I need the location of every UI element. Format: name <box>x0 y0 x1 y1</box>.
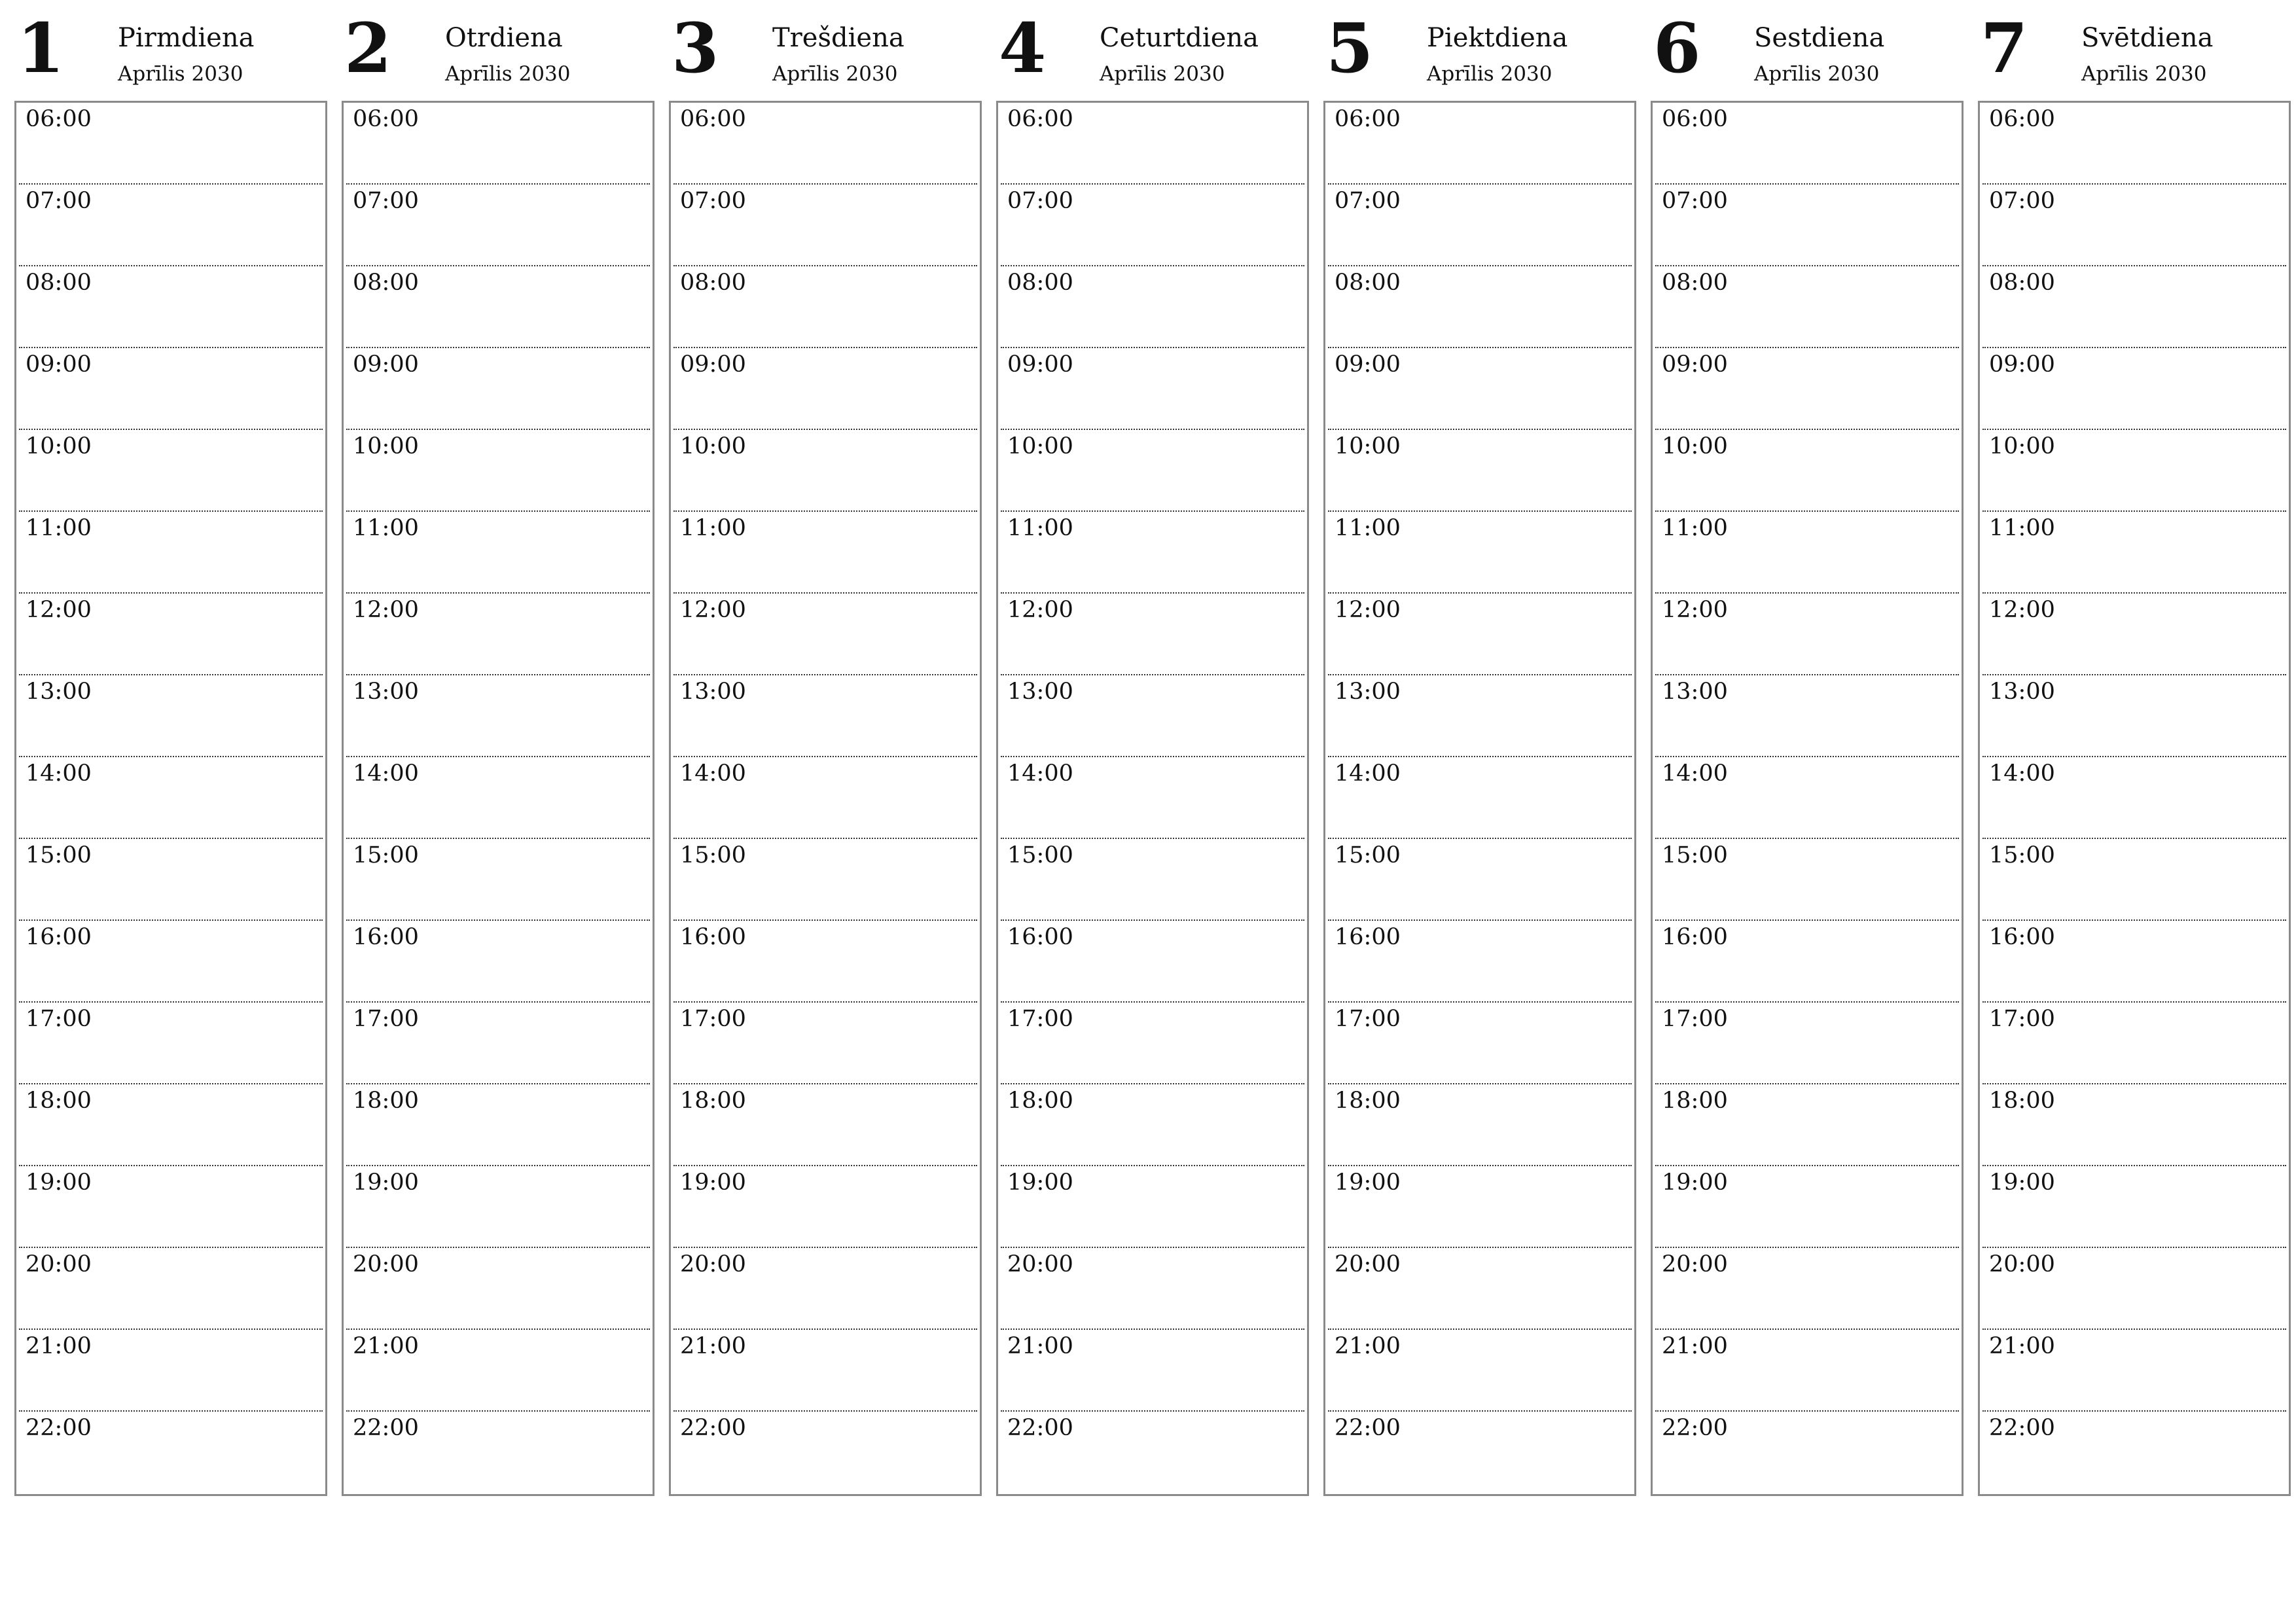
hour-slot[interactable] <box>346 266 650 348</box>
hour-label: 13:00 <box>26 679 92 705</box>
day-number: 2 <box>344 8 392 88</box>
day-column <box>669 0 982 1499</box>
hour-slot[interactable] <box>1982 1248 2286 1330</box>
day-header <box>14 0 327 101</box>
hour-slot[interactable] <box>346 757 650 839</box>
day-number: 6 <box>1653 8 1701 88</box>
hour-slot[interactable] <box>1001 348 1304 430</box>
hour-slot[interactable] <box>1655 185 1959 266</box>
hour-label: 20:00 <box>1007 1251 1073 1277</box>
hour-slot[interactable] <box>673 675 977 757</box>
day-month-year: Aprīlis 2030 <box>1100 62 1225 86</box>
day-schedule-box <box>342 101 655 1496</box>
hour-label: 10:00 <box>1007 433 1073 459</box>
hour-slot[interactable] <box>1982 1003 2286 1084</box>
day-month-year: Aprīlis 2030 <box>1427 62 1552 86</box>
hour-slot[interactable] <box>673 1330 977 1412</box>
hour-slot[interactable] <box>346 1084 650 1166</box>
hour-label: 08:00 <box>353 270 419 296</box>
hour-slot[interactable] <box>1982 757 2286 839</box>
hour-label: 16:00 <box>1662 924 1728 950</box>
hour-label: 20:00 <box>680 1251 746 1277</box>
hour-label: 06:00 <box>1007 106 1073 132</box>
hour-label: 11:00 <box>1335 515 1401 541</box>
hour-label: 07:00 <box>680 188 746 214</box>
hour-label: 14:00 <box>26 760 92 787</box>
hour-slot[interactable] <box>1982 675 2286 757</box>
hour-label: 19:00 <box>1989 1169 2055 1196</box>
hour-slot[interactable] <box>19 757 323 839</box>
day-schedule-box <box>996 101 1309 1496</box>
hour-slot[interactable] <box>19 348 323 430</box>
hour-slot[interactable] <box>19 921 323 1003</box>
hour-slot[interactable] <box>1328 430 1632 512</box>
hour-slot[interactable] <box>673 1166 977 1248</box>
day-column <box>996 0 1309 1499</box>
hour-slot[interactable] <box>19 430 323 512</box>
hour-label: 11:00 <box>26 515 92 541</box>
hour-slot[interactable] <box>19 1412 323 1493</box>
hour-label: 18:00 <box>1662 1088 1728 1114</box>
hour-label: 20:00 <box>1989 1251 2055 1277</box>
hour-slot[interactable] <box>1982 430 2286 512</box>
hour-label: 14:00 <box>1662 760 1728 787</box>
hour-slot[interactable] <box>1001 1003 1304 1084</box>
day-schedule-box <box>14 101 327 1496</box>
hour-label: 17:00 <box>1662 1006 1728 1032</box>
hour-label: 09:00 <box>1007 351 1073 378</box>
hour-slot[interactable] <box>346 430 650 512</box>
hour-slot[interactable] <box>1982 839 2286 921</box>
hour-slot[interactable] <box>1982 512 2286 594</box>
hour-label: 11:00 <box>1989 515 2055 541</box>
hour-label: 19:00 <box>1335 1169 1401 1196</box>
hour-label: 19:00 <box>26 1169 92 1196</box>
day-name: Ceturtdiena <box>1100 23 1259 53</box>
day-name: Pirmdiena <box>118 23 255 53</box>
hour-slot[interactable] <box>1001 1330 1304 1412</box>
hour-slot[interactable] <box>1655 1330 1959 1412</box>
hour-slot[interactable] <box>1982 1412 2286 1493</box>
day-schedule-box <box>1323 101 1636 1496</box>
hour-slot[interactable] <box>1982 1084 2286 1166</box>
hour-label: 22:00 <box>353 1415 419 1441</box>
hour-label: 21:00 <box>1989 1333 2055 1359</box>
hour-slot[interactable] <box>1001 1166 1304 1248</box>
hour-label: 18:00 <box>1007 1088 1073 1114</box>
hour-slot[interactable] <box>346 594 650 675</box>
hour-slot[interactable] <box>673 103 977 185</box>
day-header <box>996 0 1309 101</box>
hour-label: 22:00 <box>1335 1415 1401 1441</box>
hour-label: 21:00 <box>1662 1333 1728 1359</box>
hour-label: 09:00 <box>353 351 419 378</box>
hour-slot[interactable] <box>19 675 323 757</box>
hour-label: 12:00 <box>680 597 746 623</box>
hour-slot[interactable] <box>673 185 977 266</box>
hour-label: 16:00 <box>26 924 92 950</box>
hour-label: 07:00 <box>1335 188 1401 214</box>
hour-slot[interactable] <box>19 266 323 348</box>
hour-slot[interactable] <box>346 1248 650 1330</box>
hour-slot[interactable] <box>673 594 977 675</box>
day-month-year: Aprīlis 2030 <box>118 62 243 86</box>
hour-slot[interactable] <box>19 839 323 921</box>
day-column <box>1651 0 1964 1499</box>
hour-slot[interactable] <box>1982 185 2286 266</box>
hour-label: 10:00 <box>1662 433 1728 459</box>
hour-slot[interactable] <box>346 839 650 921</box>
day-column <box>1323 0 1636 1499</box>
hour-label: 10:00 <box>680 433 746 459</box>
hour-slot[interactable] <box>1655 1248 1959 1330</box>
hour-label: 15:00 <box>1007 842 1073 868</box>
day-schedule-box <box>1978 101 2291 1496</box>
hour-slot[interactable] <box>1655 512 1959 594</box>
hour-label: 18:00 <box>1335 1088 1401 1114</box>
hour-label: 06:00 <box>1335 106 1401 132</box>
hour-label: 21:00 <box>680 1333 746 1359</box>
hour-label: 09:00 <box>680 351 746 378</box>
hour-label: 08:00 <box>1989 270 2055 296</box>
hour-label: 17:00 <box>1989 1006 2055 1032</box>
day-name: Piektdiena <box>1427 23 1568 53</box>
hour-label: 11:00 <box>1007 515 1073 541</box>
hour-slot[interactable] <box>1655 757 1959 839</box>
hour-label: 14:00 <box>1989 760 2055 787</box>
hour-label: 13:00 <box>1989 679 2055 705</box>
day-name: Otrdiena <box>445 23 563 53</box>
hour-slot[interactable] <box>1328 921 1632 1003</box>
hour-label: 14:00 <box>1007 760 1073 787</box>
hour-slot[interactable] <box>673 1003 977 1084</box>
hour-slot[interactable] <box>346 1166 650 1248</box>
hour-slot[interactable] <box>1001 185 1304 266</box>
hour-slot[interactable] <box>346 675 650 757</box>
day-name: Svētdiena <box>2081 23 2214 53</box>
hour-slot[interactable] <box>1328 266 1632 348</box>
hour-label: 09:00 <box>1989 351 2055 378</box>
hour-label: 13:00 <box>353 679 419 705</box>
hour-slot[interactable] <box>1982 103 2286 185</box>
hour-label: 12:00 <box>353 597 419 623</box>
hour-slot[interactable] <box>1001 921 1304 1003</box>
hour-label: 18:00 <box>353 1088 419 1114</box>
day-header <box>342 0 655 101</box>
hour-label: 13:00 <box>1335 679 1401 705</box>
hour-label: 16:00 <box>1989 924 2055 950</box>
hour-label: 16:00 <box>680 924 746 950</box>
hour-slot[interactable] <box>1001 1412 1304 1493</box>
hour-label: 12:00 <box>1662 597 1728 623</box>
hour-slot[interactable] <box>1328 675 1632 757</box>
hour-label: 16:00 <box>1007 924 1073 950</box>
hour-slot[interactable] <box>346 185 650 266</box>
hour-label: 15:00 <box>1662 842 1728 868</box>
day-month-year: Aprīlis 2030 <box>2081 62 2207 86</box>
hour-label: 06:00 <box>353 106 419 132</box>
hour-slot[interactable] <box>1328 1166 1632 1248</box>
day-header <box>1651 0 1964 101</box>
hour-slot[interactable] <box>19 1330 323 1412</box>
hour-slot[interactable] <box>1328 1084 1632 1166</box>
hour-slot[interactable] <box>19 185 323 266</box>
hour-label: 08:00 <box>1007 270 1073 296</box>
hour-label: 06:00 <box>680 106 746 132</box>
day-column <box>14 0 327 1499</box>
hour-slot[interactable] <box>1001 757 1304 839</box>
hour-label: 07:00 <box>353 188 419 214</box>
hour-slot[interactable] <box>673 839 977 921</box>
hour-label: 21:00 <box>26 1333 92 1359</box>
hour-label: 17:00 <box>26 1006 92 1032</box>
hour-label: 22:00 <box>1007 1415 1073 1441</box>
hour-slot[interactable] <box>1328 1248 1632 1330</box>
hour-slot[interactable] <box>1655 430 1959 512</box>
hour-label: 17:00 <box>353 1006 419 1032</box>
hour-label: 07:00 <box>1007 188 1073 214</box>
hour-slot[interactable] <box>1001 839 1304 921</box>
day-number: 4 <box>999 8 1047 88</box>
hour-slot[interactable] <box>1001 675 1304 757</box>
day-number: 3 <box>672 8 719 88</box>
hour-label: 20:00 <box>26 1251 92 1277</box>
day-number: 5 <box>1326 8 1374 88</box>
hour-label: 08:00 <box>1662 270 1728 296</box>
hour-slot[interactable] <box>1328 1412 1632 1493</box>
hour-label: 16:00 <box>1335 924 1401 950</box>
hour-slot[interactable] <box>673 266 977 348</box>
hour-label: 16:00 <box>353 924 419 950</box>
hour-slot[interactable] <box>673 430 977 512</box>
hour-label: 14:00 <box>353 760 419 787</box>
hour-slot[interactable] <box>1001 594 1304 675</box>
hour-label: 14:00 <box>680 760 746 787</box>
hour-slot[interactable] <box>1982 1330 2286 1412</box>
hour-label: 07:00 <box>1662 188 1728 214</box>
hour-label: 18:00 <box>26 1088 92 1114</box>
hour-slot[interactable] <box>1655 675 1959 757</box>
hour-label: 17:00 <box>1335 1006 1401 1032</box>
hour-label: 08:00 <box>26 270 92 296</box>
hour-label: 12:00 <box>1989 597 2055 623</box>
hour-slot[interactable] <box>1655 1412 1959 1493</box>
hour-slot[interactable] <box>673 1248 977 1330</box>
hour-slot[interactable] <box>1982 921 2286 1003</box>
hour-label: 18:00 <box>1989 1088 2055 1114</box>
hour-slot[interactable] <box>19 1166 323 1248</box>
day-header <box>669 0 982 101</box>
day-number: 7 <box>1981 8 2028 88</box>
hour-label: 15:00 <box>1335 842 1401 868</box>
hour-slot[interactable] <box>673 921 977 1003</box>
hour-slot[interactable] <box>1655 103 1959 185</box>
hour-label: 12:00 <box>26 597 92 623</box>
hour-label: 20:00 <box>353 1251 419 1277</box>
hour-slot[interactable] <box>1328 348 1632 430</box>
hour-label: 22:00 <box>680 1415 746 1441</box>
hour-label: 17:00 <box>680 1006 746 1032</box>
hour-label: 19:00 <box>353 1169 419 1196</box>
hour-label: 22:00 <box>1662 1415 1728 1441</box>
hour-slot[interactable] <box>1328 594 1632 675</box>
hour-slot[interactable] <box>1655 839 1959 921</box>
hour-slot[interactable] <box>346 1330 650 1412</box>
hour-label: 13:00 <box>1662 679 1728 705</box>
hour-slot[interactable] <box>346 1412 650 1493</box>
hour-slot[interactable] <box>1328 1330 1632 1412</box>
hour-label: 11:00 <box>353 515 419 541</box>
hour-label: 22:00 <box>26 1415 92 1441</box>
day-column <box>1978 0 2291 1499</box>
hour-slot[interactable] <box>1982 594 2286 675</box>
hour-label: 21:00 <box>1007 1333 1073 1359</box>
hour-label: 14:00 <box>1335 760 1401 787</box>
day-schedule-box <box>1651 101 1964 1496</box>
hour-label: 19:00 <box>1007 1169 1073 1196</box>
hour-slot[interactable] <box>19 594 323 675</box>
hour-slot[interactable] <box>19 1003 323 1084</box>
hour-label: 12:00 <box>1007 597 1073 623</box>
day-header <box>1978 0 2291 101</box>
hour-slot[interactable] <box>1001 430 1304 512</box>
hour-label: 06:00 <box>26 106 92 132</box>
hour-slot[interactable] <box>1655 594 1959 675</box>
hour-label: 10:00 <box>353 433 419 459</box>
hour-label: 08:00 <box>680 270 746 296</box>
hour-slot[interactable] <box>1655 1084 1959 1166</box>
hour-slot[interactable] <box>1655 921 1959 1003</box>
hour-slot[interactable] <box>673 1412 977 1493</box>
hour-slot[interactable] <box>1328 757 1632 839</box>
hour-slot[interactable] <box>19 1248 323 1330</box>
hour-slot[interactable] <box>346 103 650 185</box>
weekly-planner <box>14 0 2283 1499</box>
hour-label: 22:00 <box>1989 1415 2055 1441</box>
day-month-year: Aprīlis 2030 <box>1754 62 1880 86</box>
hour-label: 06:00 <box>1989 106 2055 132</box>
hour-slot[interactable] <box>1655 1166 1959 1248</box>
hour-label: 07:00 <box>1989 188 2055 214</box>
hour-label: 13:00 <box>680 679 746 705</box>
day-schedule-box <box>669 101 982 1496</box>
hour-slot[interactable] <box>1001 1248 1304 1330</box>
hour-label: 19:00 <box>680 1169 746 1196</box>
day-column <box>342 0 655 1499</box>
hour-label: 11:00 <box>1662 515 1728 541</box>
hour-slot[interactable] <box>673 512 977 594</box>
hour-label: 07:00 <box>26 188 92 214</box>
day-name: Trešdiena <box>772 23 905 53</box>
hour-label: 21:00 <box>353 1333 419 1359</box>
hour-slot[interactable] <box>1001 103 1304 185</box>
hour-slot[interactable] <box>19 1084 323 1166</box>
hour-label: 19:00 <box>1662 1169 1728 1196</box>
hour-label: 11:00 <box>680 515 746 541</box>
hour-slot[interactable] <box>1001 1084 1304 1166</box>
hour-slot[interactable] <box>346 921 650 1003</box>
hour-slot[interactable] <box>1655 1003 1959 1084</box>
hour-slot[interactable] <box>346 512 650 594</box>
hour-slot[interactable] <box>1328 103 1632 185</box>
hour-slot[interactable] <box>19 512 323 594</box>
hour-slot[interactable] <box>1328 839 1632 921</box>
hour-label: 08:00 <box>1335 270 1401 296</box>
hour-label: 13:00 <box>1007 679 1073 705</box>
hour-slot[interactable] <box>673 348 977 430</box>
hour-label: 20:00 <box>1662 1251 1728 1277</box>
hour-slot[interactable] <box>673 1084 977 1166</box>
hour-slot[interactable] <box>1328 512 1632 594</box>
hour-label: 10:00 <box>1989 433 2055 459</box>
hour-slot[interactable] <box>346 348 650 430</box>
hour-label: 10:00 <box>1335 433 1401 459</box>
hour-slot[interactable] <box>1982 266 2286 348</box>
hour-slot[interactable] <box>1982 348 2286 430</box>
hour-slot[interactable] <box>1655 348 1959 430</box>
hour-label: 18:00 <box>680 1088 746 1114</box>
hour-slot[interactable] <box>346 1003 650 1084</box>
hour-label: 09:00 <box>1662 351 1728 378</box>
hour-slot[interactable] <box>1328 185 1632 266</box>
hour-label: 09:00 <box>26 351 92 378</box>
hour-label: 10:00 <box>26 433 92 459</box>
day-month-year: Aprīlis 2030 <box>772 62 898 86</box>
hour-label: 15:00 <box>1989 842 2055 868</box>
hour-slot[interactable] <box>1655 266 1959 348</box>
day-month-year: Aprīlis 2030 <box>445 62 571 86</box>
hour-slot[interactable] <box>1982 1166 2286 1248</box>
hour-label: 12:00 <box>1335 597 1401 623</box>
hour-label: 09:00 <box>1335 351 1401 378</box>
hour-label: 15:00 <box>680 842 746 868</box>
hour-label: 21:00 <box>1335 1333 1401 1359</box>
hour-label: 15:00 <box>26 842 92 868</box>
day-header <box>1323 0 1636 101</box>
hour-label: 15:00 <box>353 842 419 868</box>
hour-slot[interactable] <box>1001 266 1304 348</box>
hour-slot[interactable] <box>673 757 977 839</box>
day-number: 1 <box>17 8 65 88</box>
hour-slot[interactable] <box>19 103 323 185</box>
hour-label: 06:00 <box>1662 106 1728 132</box>
hour-slot[interactable] <box>1001 512 1304 594</box>
hour-label: 20:00 <box>1335 1251 1401 1277</box>
hour-label: 17:00 <box>1007 1006 1073 1032</box>
hour-slot[interactable] <box>1328 1003 1632 1084</box>
day-name: Sestdiena <box>1754 23 1885 53</box>
